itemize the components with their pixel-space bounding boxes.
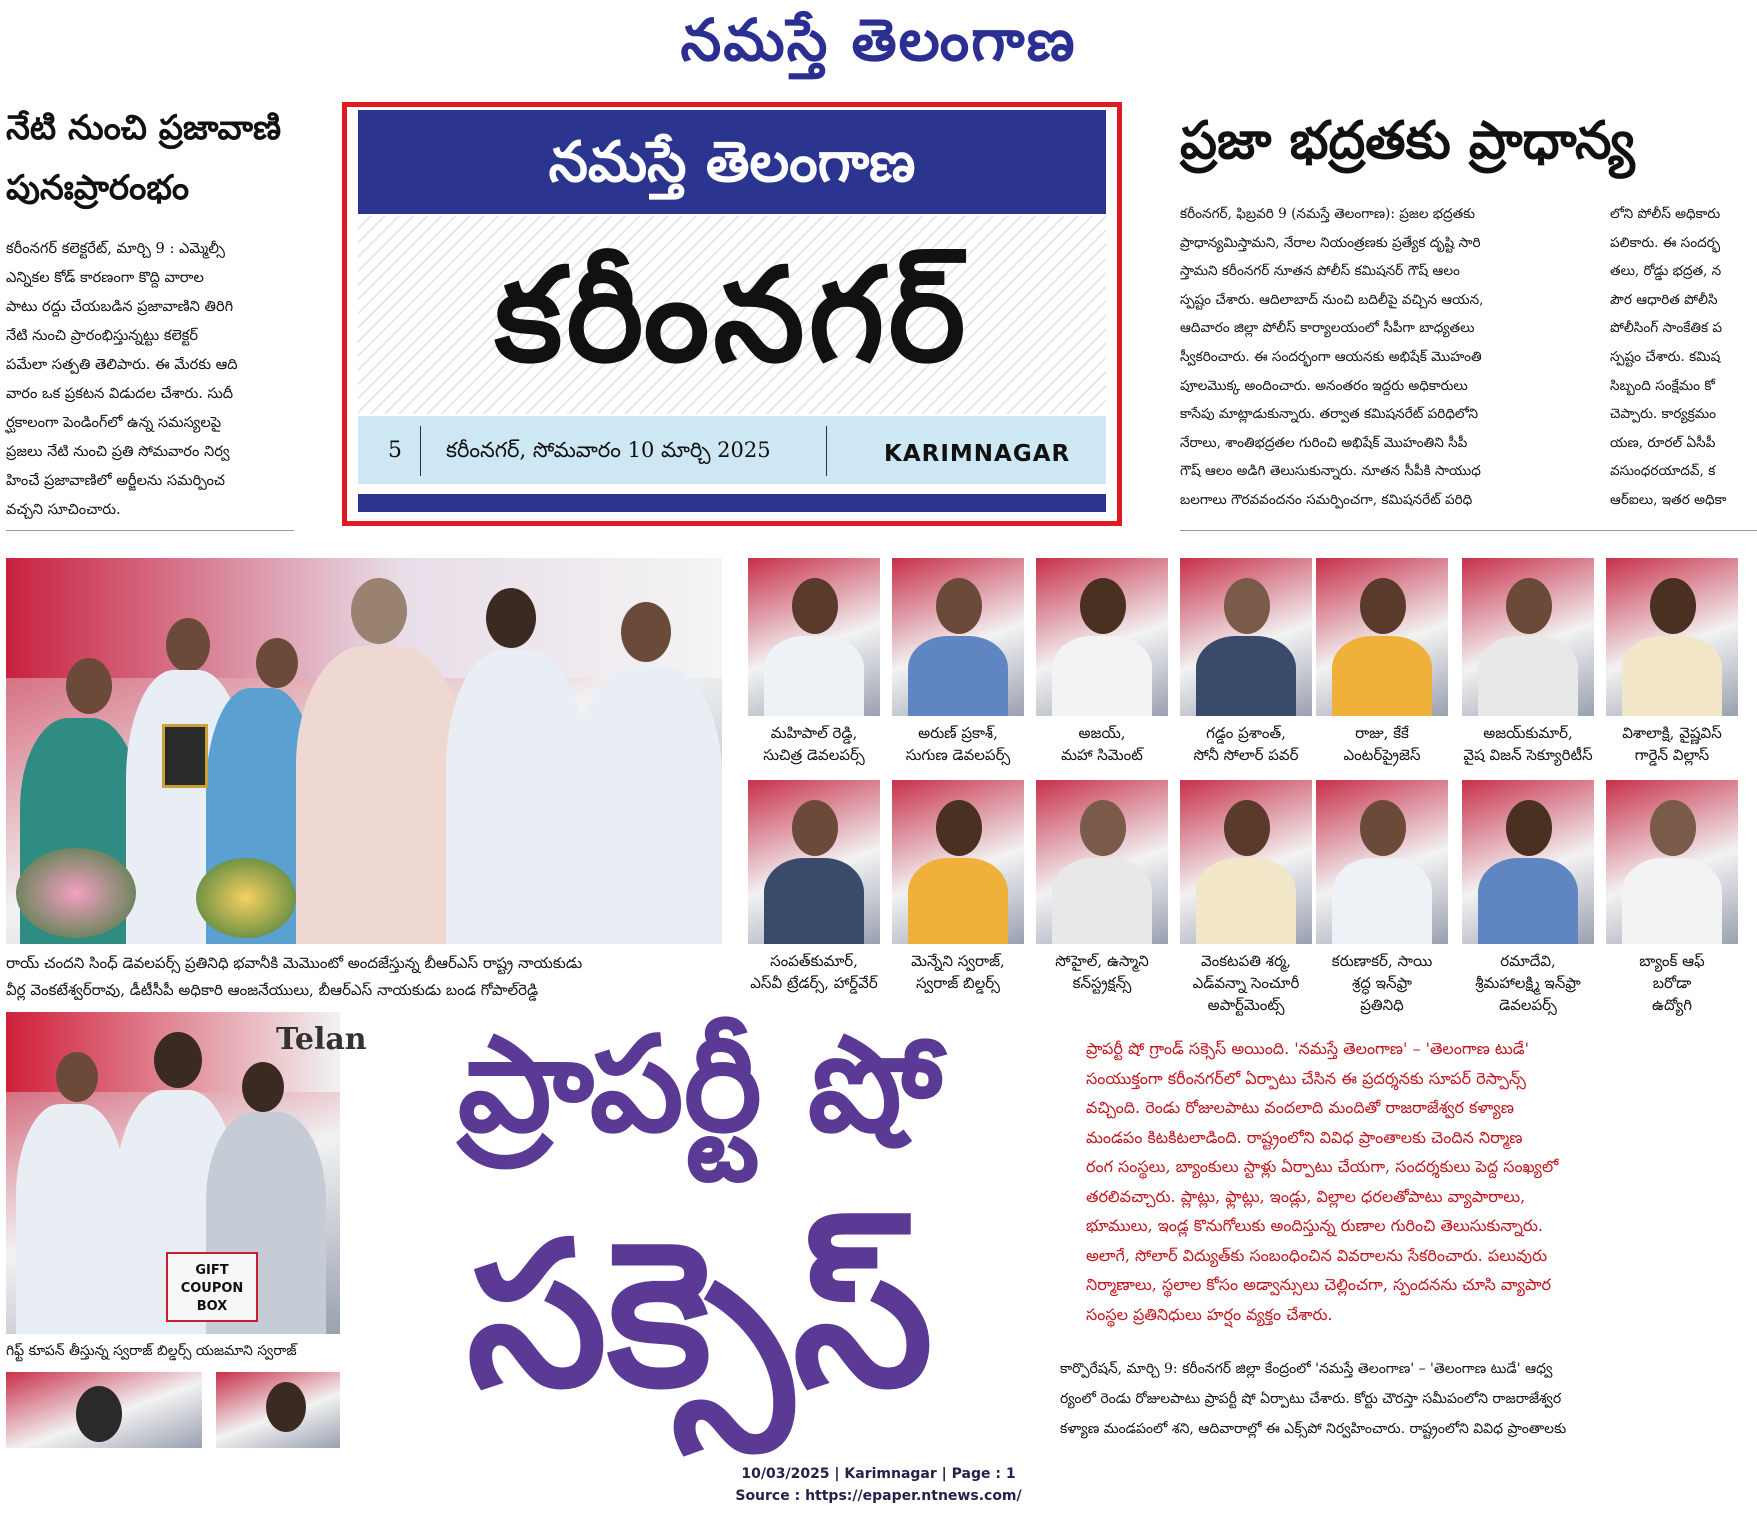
- portrait-caption-line: వెంకటపతి శర్మ,: [1200, 952, 1292, 970]
- portrait-caption-line: గార్డెన్ విల్లాస్: [1634, 746, 1710, 764]
- portrait-photo: [1036, 558, 1168, 716]
- info-separator: [420, 426, 421, 476]
- portrait-caption-line: ఎడ్‌వన్నా సెంచూరీ: [1192, 974, 1300, 992]
- portrait-caption: [1310, 722, 1454, 766]
- main-caption-line: రాయ్ చందని సింధ్ డెవలపర్స్ ప్రతినిధి భవానీకి మెమొంటో అందజేస్తున్న బీఆర్ఎస్ రాష్ట్ర నాయకుడు: [6, 954, 583, 972]
- bottom-photo-right: [216, 1372, 340, 1448]
- left-article-line: వారం ఒక ప్రకటన విడుదల చేశారు. సుదీ: [6, 385, 234, 402]
- portrait-caption: [1600, 722, 1744, 766]
- left-article-line: ప్రజలు నేటి నుంచి ప్రతి సోమవారం నిర్వ: [6, 443, 230, 460]
- portrait-caption-line: అపార్ట్‌మెంట్స్: [1207, 996, 1285, 1014]
- flower-bouquet: [196, 858, 296, 938]
- property-show-article: [1060, 1354, 1754, 1444]
- backdrop-sign: Telan: [276, 1022, 367, 1057]
- right-article-headline: ప్రజా భద్రతకు ప్రాధాన్య: [1180, 110, 1635, 171]
- portrait-caption-line: డెవలపర్స్: [1499, 996, 1557, 1014]
- left-article-line: ర్ఘకాలంగా పెండింగ్‌లో ఉన్న సమస్యలపై: [6, 414, 222, 431]
- column-rule: [1180, 530, 1757, 531]
- portrait-caption-line: సుచిత్ర డెవలపర్స్: [763, 746, 865, 764]
- gift-coupon-caption: గిఫ్ట్ కూపన్ తీస్తున్న స్వరాజ్ బిల్డర్స్ యజమాని స్వరాజ్: [6, 1343, 297, 1359]
- right-article-line: చెప్పారు. కార్యక్రమం: [1610, 406, 1716, 423]
- portrait-caption: [1600, 950, 1744, 1016]
- right-article-line: గౌష్ ఆలం అడిగి తెలుసుకున్నారు. నూతన సీపీకి సాయుధ: [1180, 463, 1481, 480]
- left-article-headline: [6, 98, 294, 218]
- summary-line: నిర్మాణాలు, స్థలాల కోసం అడ్వాన్సులు చెల్లించగా, స్పందనను చూసి వ్యాపార: [1086, 1275, 1551, 1294]
- portrait-caption-line: అజయ్,: [1078, 724, 1126, 742]
- memento-plaque: [162, 724, 208, 788]
- right-article-line: స్వీకరించారు. ఈ సందర్భంగా ఆయనకు అభిషేక్ మొహంతి: [1180, 348, 1482, 365]
- right-article-line: పౌర ఆధారిత పోలీసి: [1610, 291, 1718, 308]
- main-photo-caption: [6, 950, 722, 1004]
- portrait-caption-line: సోనీ సోలార్ పవర్: [1193, 746, 1299, 764]
- portrait-caption-line: బరోడా: [1652, 974, 1692, 992]
- portrait-caption-line: రాజు, కేకే: [1355, 724, 1409, 742]
- summary-line: వచ్చింది. రెండు రోజులపాటు వందలాది మందితో రాజరాజేశ్వర కళ్యాణ: [1086, 1098, 1514, 1117]
- main-caption-line: వీర్ల వెంకటేశ్వర్‌రావు, డీటీసీపీ అధికారి ఆంజనేయులు, బీఆర్ఎస్ నాయకుడు బండ గోపాల్‌రెడ్డి: [6, 981, 539, 999]
- page-number: 5: [388, 438, 402, 463]
- column-rule: [6, 530, 294, 531]
- article-line: ర్యంలో రెండు రోజులపాటు ప్రాపర్టీ షో ఏర్పాటు చేశారు. కోర్టు చౌరస్తా సమీపంలోని రాజరాజేశ్వర: [1060, 1391, 1562, 1407]
- right-article-col2: [1610, 200, 1757, 515]
- portrait-photo: [1180, 780, 1312, 944]
- right-article-line: సిబ్బంది సంక్షేమం కో: [1610, 377, 1715, 394]
- right-article-line: లోని పోలీస్ అధికారు: [1610, 206, 1721, 222]
- portrait-photo: [892, 780, 1024, 944]
- portrait-caption-line: విశాలాక్షి, వైష్ణవిస్: [1622, 724, 1722, 742]
- portrait-caption-line: శ్రీమహాలక్ష్మి ఇన్‌ఫ్రా: [1475, 974, 1581, 992]
- bottom-photo-left: [6, 1372, 202, 1448]
- portrait-caption-line: మెన్నేని స్వరాజ్,: [911, 952, 1005, 970]
- portrait-photo: [1606, 780, 1738, 944]
- right-article-line: ఆర్‌ఐలు, ఇతర అధికా: [1610, 491, 1727, 508]
- right-article-line: తలు, రోడ్డు భద్రత, న: [1610, 263, 1722, 280]
- portrait-caption-line: అజయ్‌కుమార్,: [1483, 724, 1573, 742]
- right-article-line: ప్రాధాన్యమిస్తామని, నేరాల నియంత్రణకు ప్రత్యేక దృష్టి సారి: [1180, 234, 1481, 251]
- portrait-caption: [1456, 950, 1600, 1016]
- summary-line: అలాగే, సోలార్ విద్యుత్‌కు సంబంధించిన వివరాలను సేకరించారు. పలువురు: [1086, 1245, 1548, 1265]
- left-article-line: పమేలా సత్పతి తెలిపారు. ఈ మేరకు ఆది: [6, 356, 238, 373]
- edition-bottom-bar: [358, 494, 1106, 512]
- right-article-line: కాసేపు మాట్లాడుకున్నారు. తర్వాత కమిషనరేట్ పరిధిలోని: [1180, 406, 1479, 423]
- left-headline-line1: నేటి నుంచి ప్రజావాణి: [6, 108, 282, 148]
- main-event-photo: [6, 558, 722, 944]
- portrait-caption: [1174, 950, 1318, 1016]
- left-article-line: పాటు రద్దు చేయబడిన ప్రజావాణిని తిరిగి: [6, 298, 234, 315]
- portrait-photo: [748, 780, 880, 944]
- portrait-caption-line: సంపత్‌కుమార్,: [770, 952, 858, 970]
- property-show-summary: [1086, 1034, 1750, 1329]
- left-article-line: నేటి నుంచి ప్రారంభిస్తున్నట్టు కలెక్టర్: [6, 327, 199, 344]
- portrait-caption-line: కన్‌స్ట్రక్షన్స్: [1072, 974, 1132, 992]
- summary-line: భూములు, ఇండ్ల కొనుగోలుకు అందిస్తున్న రుణాల గురించి తెలుసుకున్నారు.: [1086, 1216, 1544, 1235]
- portrait-caption: [742, 950, 886, 994]
- portrait-caption-line: ఎంటర్‌ప్రైజెస్: [1343, 746, 1421, 764]
- right-article-line: యణ, రూరల్ ఏసీపీ: [1610, 434, 1716, 451]
- right-article-line: పూలమొక్క అందించారు. అనంతరం ఇద్దరు అధికారులు: [1180, 377, 1468, 394]
- left-article-line: హించే ప్రజావాణిలో అర్జీలను సమర్పించ: [6, 472, 225, 489]
- info-separator: [826, 426, 827, 476]
- gift-coupon-box: GIFT COUPON BOX: [166, 1252, 258, 1322]
- edition-date: కరీంనగర్, సోమవారం 10 మార్చి 2025: [446, 438, 771, 462]
- portrait-photo: [1462, 780, 1594, 944]
- portrait-caption: [742, 722, 886, 766]
- right-article-line: బలగాలు గౌరవవందనం సమర్పించగా, కమిషనరేట్ పరిధి: [1180, 491, 1473, 508]
- edition-city-title: కరీంనగర్: [494, 239, 970, 391]
- article-line: కార్పొరేషన్, మార్చి 9: కరీంనగర్ జిల్లా కేంద్రంలో 'నమస్తే తెలంగాణ' – 'తెలంగాణ టుడే' ఆధ్వ: [1060, 1361, 1553, 1377]
- edition-city-english: KARIMNAGAR: [884, 441, 1071, 467]
- portrait-caption-line: మహిపాల్ రెడ్డి,: [770, 724, 858, 742]
- left-article-line: వచ్చని సూచించారు.: [6, 501, 121, 518]
- right-article-col1: [1180, 200, 1580, 515]
- property-show-title-line2: సక్సెస్: [466, 1197, 934, 1432]
- right-article-line: స్పష్టం చేశారు. కమిష: [1610, 348, 1721, 365]
- gift-coupon-photo: [6, 1012, 367, 1334]
- portrait-caption-line: ప్రతినిధి: [1360, 996, 1404, 1014]
- right-article-line: పోలీసింగ్ సాంకేతిక ప: [1610, 320, 1723, 337]
- right-article-line: నేరాలు, శాంతిభద్రతల గురించి అభిషేక్ మొహంతిని సీపీ: [1180, 434, 1468, 451]
- portrait-caption: [886, 722, 1030, 766]
- portrait-photo: [1036, 780, 1168, 944]
- portrait-caption-line: సుగుణ డెవలపర్స్: [905, 746, 1011, 764]
- portrait-photo: [1462, 558, 1594, 716]
- portrait-caption-line: అరుణ్ ప్రకాశ్,: [918, 724, 998, 742]
- portrait-photo: [1180, 558, 1312, 716]
- footer-source-line: Source : https://epaper.ntnews.com/: [735, 1488, 1022, 1504]
- summary-line: సంయుక్తంగా కరీంనగర్‌లో ఏర్పాటు చేసిన ఈ ప్రదర్శనకు సూపర్ రెస్పాన్స్: [1086, 1068, 1526, 1088]
- portrait-caption-line: సోహైల్, ఉస్మాని: [1055, 952, 1149, 970]
- portrait-caption-line: గడ్డం ప్రశాంత్,: [1206, 724, 1286, 742]
- edition-brand: నమస్తే తెలంగాణ: [358, 110, 1106, 214]
- right-article-line: పలికారు. ఈ సందర్భ: [1610, 234, 1721, 251]
- portrait-caption: [886, 950, 1030, 994]
- portrait-caption-line: రమాదేవి,: [1500, 952, 1556, 970]
- summary-line: ప్రాపర్టీ షో గ్రాండ్ సక్సెస్ అయింది. 'నమస్తే తెలంగాణ' – 'తెలంగాణ టుడే': [1086, 1039, 1530, 1058]
- left-headline-line2: పునఃప్రారంభం: [6, 168, 190, 208]
- left-article-line: కరీంనగర్ కలెక్టరేట్, మార్చి 9 : ఎమ్మెల్సీ: [6, 240, 225, 257]
- portrait-photo: [892, 558, 1024, 716]
- flower-bouquet: [16, 848, 136, 938]
- portrait-caption: [1030, 722, 1174, 766]
- portrait-photo: [1316, 558, 1448, 716]
- portrait-photo: [1606, 558, 1738, 716]
- right-article-line: వసుంధరయాదవ్, క: [1610, 463, 1716, 480]
- right-article-line: స్తామని కరీంనగర్ నూతన పోలీస్ కమిషనర్ గౌష్ ఆలం: [1180, 263, 1460, 280]
- portrait-caption-line: మహా సిమెంట్: [1061, 746, 1143, 764]
- portrait-caption-line: స్వరాజ్ బిల్డర్స్: [916, 974, 1000, 992]
- portrait-photo: [748, 558, 880, 716]
- right-article-line: కరీంనగర్, ఫిబ్రవరి 9 (నమస్తే తెలంగాణ): ప్రజల భద్రతకు: [1180, 206, 1475, 222]
- portrait-caption: [1174, 722, 1318, 766]
- right-article-line: ఆదివారం జిల్లా పోలీస్ కార్యాలయంలో సీపీగా బాధ్యతలు: [1180, 320, 1475, 337]
- portrait-caption-line: కరుణాకర్, సాయి: [1331, 952, 1433, 970]
- portrait-caption: [1456, 722, 1600, 766]
- portrait-caption-line: శ్రద్ధ ఇన్‌ఫ్రా: [1352, 974, 1412, 992]
- left-article-body: [6, 234, 294, 524]
- portrait-caption: [1030, 950, 1174, 994]
- summary-line: తరలివచ్చారు. ప్లాట్లు, ఫ్లాట్లు, ఇండ్లు, విల్లాల ధరలతోపాటు వ్యాపారాలు,: [1086, 1186, 1526, 1206]
- portrait-caption-line: ఉద్యోగి: [1652, 996, 1692, 1014]
- masthead: నమస్తే తెలంగాణ: [680, 6, 1077, 74]
- portrait-caption-line: ఎస్‌వీ ట్రేడర్స్, హార్డ్‌వేర్: [750, 974, 878, 992]
- left-article-line: ఎన్నికల కోడ్ కారణంగా కొద్ది వారాల: [6, 269, 204, 286]
- summary-line: సంస్థల ప్రతినిధులు హర్షం వ్యక్తం చేశారు.: [1086, 1304, 1333, 1324]
- portrait-caption: [1310, 950, 1454, 1016]
- portrait-caption-line: వైష విజన్ సెక్యూరిటీస్: [1463, 746, 1593, 764]
- portrait-caption-line: బ్యాంక్ ఆఫ్: [1639, 952, 1705, 970]
- summary-line: మండపం కిటకిటలాడింది. రాష్ట్రంలోని వివిధ ప్రాంతాలకు చెందిన నిర్మాణ: [1086, 1127, 1523, 1147]
- property-show-title-line1: ప్రాపర్టీ షో: [457, 1007, 943, 1162]
- right-article-line: స్పష్టం చేశారు. ఆదిలాబాద్ నుంచి బదిలీపై వచ్చిన ఆయన,: [1180, 291, 1484, 308]
- portrait-photo: [1316, 780, 1448, 944]
- footer-date-line: 10/03/2025 | Karimnagar | Page : 1: [741, 1466, 1016, 1482]
- article-line: కళ్యాణ మండపంలో శని, ఆదివారాల్లో ఈ ఎక్స్‌పో నిర్వహించారు. రాష్ట్రంలోని వివిధ ప్రాంతాలకు: [1060, 1421, 1567, 1437]
- summary-line: రంగ సంస్థలు, బ్యాంకులు స్టాళ్లు ఏర్పాటు చేయగా, సందర్శకులు పెద్ద సంఖ్యలో: [1086, 1157, 1559, 1176]
